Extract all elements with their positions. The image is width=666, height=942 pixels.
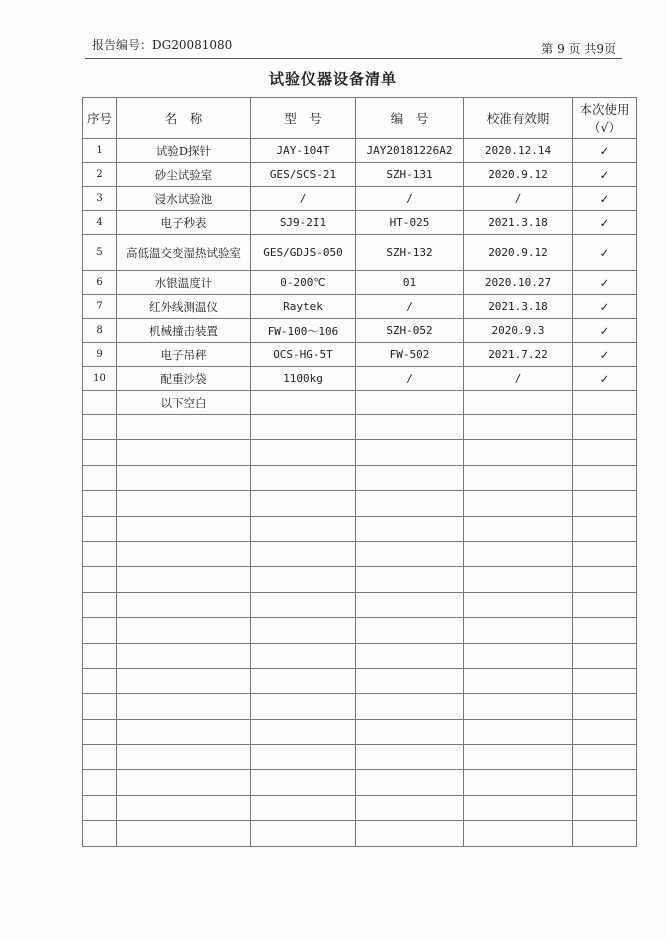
- empty-cell: [83, 719, 117, 744]
- empty-cell: [464, 618, 573, 643]
- empty-cell: [83, 643, 117, 668]
- empty-cell: [251, 770, 356, 795]
- empty-cell: [83, 694, 117, 719]
- empty-cell: [83, 668, 117, 693]
- empty-cell: [573, 745, 637, 770]
- empty-row: [83, 516, 637, 541]
- empty-cell: [573, 465, 637, 490]
- table-row: [83, 211, 637, 235]
- empty-cell: [251, 668, 356, 693]
- empty-cell: [464, 643, 573, 668]
- empty-cell: [83, 567, 117, 592]
- empty-cell: [356, 541, 464, 566]
- empty-row: [83, 795, 637, 820]
- empty-cell: [356, 795, 464, 820]
- empty-cell: [464, 440, 573, 465]
- empty-cell: [573, 795, 637, 820]
- empty-cell: [356, 821, 464, 846]
- empty-cell: [573, 415, 637, 440]
- cell-id: /: [356, 295, 464, 319]
- empty-row: [83, 668, 637, 693]
- cell-id: /: [356, 367, 464, 391]
- cell-name: 电子秒表: [117, 211, 251, 235]
- empty-cell: [573, 491, 637, 516]
- empty-row: [83, 618, 637, 643]
- empty-cell: [464, 694, 573, 719]
- cell-id: JAY20181226A2: [356, 139, 464, 163]
- empty-cell: [464, 391, 573, 415]
- empty-row: [83, 465, 637, 490]
- empty-cell: [573, 391, 637, 415]
- empty-cell: [573, 694, 637, 719]
- empty-cell: [83, 415, 117, 440]
- empty-cell: [573, 516, 637, 541]
- empty-cell: [117, 668, 251, 693]
- cell-valid: 2021.7.22: [464, 343, 573, 367]
- empty-cell: [573, 567, 637, 592]
- cell-id: /: [356, 187, 464, 211]
- cell-valid: 2021.3.18: [464, 295, 573, 319]
- empty-row: [83, 745, 637, 770]
- empty-cell: [251, 541, 356, 566]
- empty-cell: [251, 592, 356, 617]
- page-info: 第 9 页 共9页: [541, 42, 616, 56]
- empty-cell: [83, 440, 117, 465]
- cell-no: 4: [83, 211, 117, 235]
- empty-cell: [356, 745, 464, 770]
- empty-cell: [356, 770, 464, 795]
- empty-cell: [83, 391, 117, 415]
- cell-no: 10: [83, 367, 117, 391]
- empty-cell: [83, 745, 117, 770]
- cell-used: ✓: [573, 163, 637, 187]
- cell-valid: 2020.9.12: [464, 163, 573, 187]
- empty-cell: [573, 541, 637, 566]
- col-used-check: （√）: [588, 120, 621, 135]
- empty-cell: [117, 795, 251, 820]
- empty-cell: [83, 592, 117, 617]
- empty-cell: [251, 821, 356, 846]
- empty-cell: [117, 694, 251, 719]
- header-divider: [85, 58, 622, 59]
- empty-cell: [117, 821, 251, 846]
- cell-id: SZH-132: [356, 235, 464, 271]
- empty-cell: [573, 592, 637, 617]
- cell-name: 水银温度计: [117, 271, 251, 295]
- cell-model: 1100kg: [251, 367, 356, 391]
- cell-model: FW-100～106: [251, 319, 356, 343]
- cell-name: 浸水试验池: [117, 187, 251, 211]
- empty-cell: [573, 440, 637, 465]
- col-id: 编 号: [356, 98, 464, 139]
- cell-no: 7: [83, 295, 117, 319]
- empty-cell: [464, 795, 573, 820]
- empty-cell: [464, 770, 573, 795]
- cell-used: ✓: [573, 211, 637, 235]
- empty-cell: [83, 770, 117, 795]
- empty-cell: [573, 719, 637, 744]
- cell-model: OCS-HG-5T: [251, 343, 356, 367]
- empty-cell: [83, 541, 117, 566]
- cell-name: 红外线测温仪: [117, 295, 251, 319]
- col-no: 序号: [83, 98, 117, 139]
- empty-cell: [251, 415, 356, 440]
- empty-cell: [251, 618, 356, 643]
- table-row: [83, 343, 637, 367]
- empty-cell: [464, 821, 573, 846]
- empty-row: [83, 770, 637, 795]
- col-used: [573, 98, 637, 139]
- empty-cell: [251, 491, 356, 516]
- cell-id: SZH-131: [356, 163, 464, 187]
- cell-model: Raytek: [251, 295, 356, 319]
- empty-cell: [83, 516, 117, 541]
- cell-id: SZH-052: [356, 319, 464, 343]
- empty-cell: [464, 491, 573, 516]
- cell-no: 2: [83, 163, 117, 187]
- empty-cell: [251, 465, 356, 490]
- table-row: [83, 295, 637, 319]
- empty-cell: [356, 618, 464, 643]
- empty-cell: [464, 567, 573, 592]
- cell-valid: 2021.3.18: [464, 211, 573, 235]
- cell-used: ✓: [573, 295, 637, 319]
- cell-model: SJ9-2I1: [251, 211, 356, 235]
- empty-cell: [117, 541, 251, 566]
- table-row: [83, 163, 637, 187]
- empty-row: [83, 643, 637, 668]
- cell-valid: 2020.9.3: [464, 319, 573, 343]
- empty-cell: [83, 821, 117, 846]
- empty-cell: [573, 668, 637, 693]
- document-title: 试验仪器设备清单: [268, 70, 397, 88]
- empty-cell: [464, 745, 573, 770]
- empty-cell: [251, 694, 356, 719]
- cell-valid: 2020.10.27: [464, 271, 573, 295]
- empty-cell: [251, 719, 356, 744]
- empty-cell: [464, 516, 573, 541]
- table-row: [83, 187, 637, 211]
- cell-name: 砂尘试验室: [117, 163, 251, 187]
- table-row: [83, 235, 637, 271]
- cell-used: ✓: [573, 187, 637, 211]
- empty-row: [83, 440, 637, 465]
- empty-cell: [83, 465, 117, 490]
- cell-used: ✓: [573, 235, 637, 271]
- cell-id: 01: [356, 271, 464, 295]
- cell-name: 高低温交变湿热试验室: [117, 235, 251, 271]
- empty-cell: [356, 391, 464, 415]
- empty-row: [83, 694, 637, 719]
- empty-cell: [117, 745, 251, 770]
- report-number-label: 报告编号：: [92, 38, 153, 52]
- report-number-value: DG20081080: [152, 38, 233, 52]
- table-row: [83, 319, 637, 343]
- empty-cell: [117, 770, 251, 795]
- empty-cell: [356, 643, 464, 668]
- table-row: [83, 139, 637, 163]
- empty-cell: [117, 592, 251, 617]
- col-model: 型 号: [251, 98, 356, 139]
- empty-cell: [464, 592, 573, 617]
- empty-row: [83, 567, 637, 592]
- empty-cell: [356, 592, 464, 617]
- empty-cell: [251, 516, 356, 541]
- empty-cell: [83, 491, 117, 516]
- empty-cell: [356, 719, 464, 744]
- cell-no: 5: [83, 235, 117, 271]
- empty-cell: [251, 745, 356, 770]
- cell-valid: /: [464, 187, 573, 211]
- blank-note: 以下空白: [117, 391, 251, 415]
- empty-cell: [573, 770, 637, 795]
- col-used-label: 本次使用: [579, 102, 630, 117]
- cell-model: 0-200℃: [251, 271, 356, 295]
- blank-note-row: [83, 391, 637, 415]
- empty-cell: [117, 415, 251, 440]
- empty-cell: [117, 465, 251, 490]
- cell-used: ✓: [573, 271, 637, 295]
- empty-cell: [573, 618, 637, 643]
- cell-model: GES/GDJS-050: [251, 235, 356, 271]
- empty-cell: [251, 643, 356, 668]
- cell-used: ✓: [573, 319, 637, 343]
- cell-name: 机械撞击装置: [117, 319, 251, 343]
- table-row: [83, 367, 637, 391]
- empty-cell: [117, 719, 251, 744]
- cell-id: HT-025: [356, 211, 464, 235]
- col-name: 名 称: [117, 98, 251, 139]
- report-number: [92, 36, 232, 53]
- cell-valid: 2020.12.14: [464, 139, 573, 163]
- cell-no: 8: [83, 319, 117, 343]
- empty-cell: [356, 516, 464, 541]
- empty-cell: [356, 694, 464, 719]
- cell-valid: 2020.9.12: [464, 235, 573, 271]
- empty-cell: [356, 668, 464, 693]
- empty-row: [83, 719, 637, 744]
- table-header: [83, 98, 637, 139]
- cell-used: ✓: [573, 139, 637, 163]
- empty-cell: [117, 643, 251, 668]
- cell-name: 电子吊秤: [117, 343, 251, 367]
- empty-cell: [83, 795, 117, 820]
- empty-cell: [251, 391, 356, 415]
- empty-cell: [83, 618, 117, 643]
- empty-row: [83, 491, 637, 516]
- empty-cell: [464, 668, 573, 693]
- empty-cell: [464, 719, 573, 744]
- empty-row: [83, 541, 637, 566]
- empty-cell: [573, 821, 637, 846]
- empty-cell: [464, 541, 573, 566]
- empty-cell: [251, 440, 356, 465]
- equipment-table: [82, 97, 637, 847]
- cell-no: 1: [83, 139, 117, 163]
- empty-cell: [117, 440, 251, 465]
- cell-model: /: [251, 187, 356, 211]
- col-valid: 校准有效期: [464, 98, 573, 139]
- empty-cell: [117, 516, 251, 541]
- cell-model: GES/SCS-21: [251, 163, 356, 187]
- empty-cell: [251, 795, 356, 820]
- empty-cell: [464, 415, 573, 440]
- table-row: [83, 271, 637, 295]
- empty-cell: [356, 491, 464, 516]
- empty-cell: [117, 567, 251, 592]
- empty-cell: [356, 440, 464, 465]
- cell-no: 3: [83, 187, 117, 211]
- cell-name: 配重沙袋: [117, 367, 251, 391]
- empty-cell: [356, 415, 464, 440]
- cell-no: 9: [83, 343, 117, 367]
- cell-valid: /: [464, 367, 573, 391]
- cell-id: FW-502: [356, 343, 464, 367]
- cell-no: 6: [83, 271, 117, 295]
- empty-row: [83, 415, 637, 440]
- empty-cell: [117, 491, 251, 516]
- empty-cell: [356, 465, 464, 490]
- cell-used: ✓: [573, 367, 637, 391]
- cell-name: 试验D探针: [117, 139, 251, 163]
- cell-used: ✓: [573, 343, 637, 367]
- empty-cell: [251, 567, 356, 592]
- empty-cell: [573, 643, 637, 668]
- empty-cell: [117, 618, 251, 643]
- empty-cell: [356, 567, 464, 592]
- empty-cell: [464, 465, 573, 490]
- cell-model: JAY-104T: [251, 139, 356, 163]
- empty-row: [83, 821, 637, 846]
- empty-row: [83, 592, 637, 617]
